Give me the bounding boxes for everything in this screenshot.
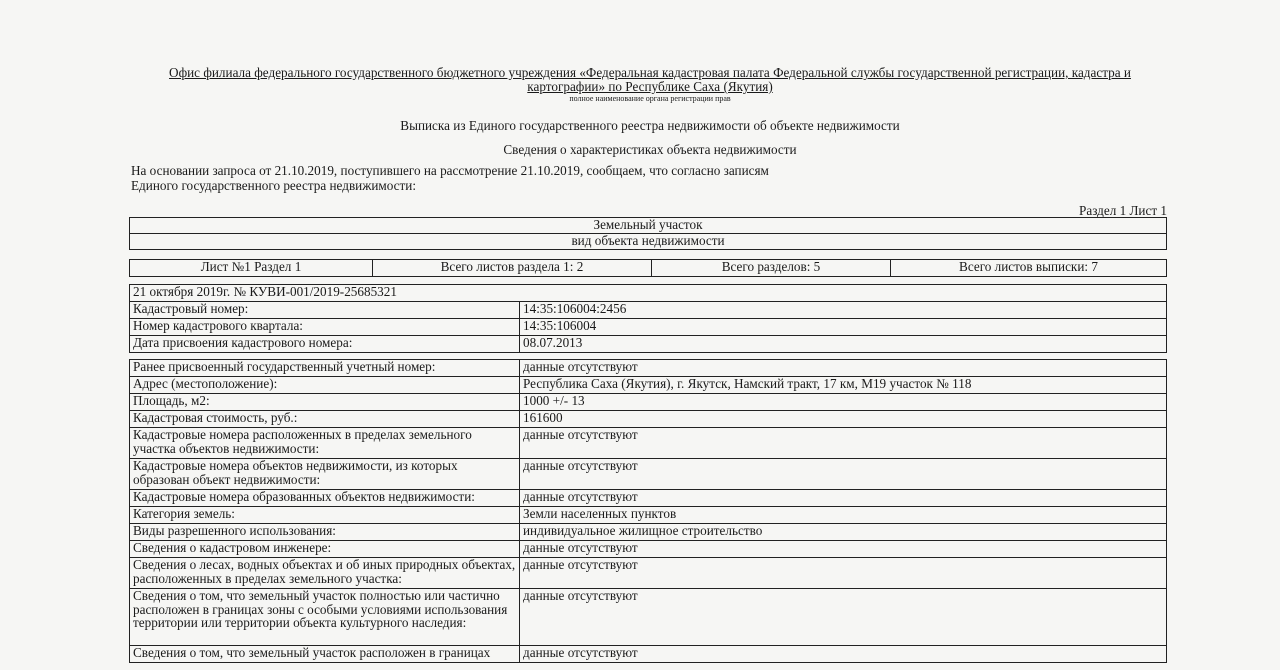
table-row [130,589,1167,646]
object-type: Земельный участок [130,218,1167,234]
table-row [130,336,1167,353]
row-value: данные отсутствуют [520,459,1167,490]
row-value: 161600 [520,411,1167,428]
row-value: данные отсутствуют [520,541,1167,558]
row-label: Кадастровая стоимость, руб.: [130,411,520,428]
extract-sheets-total: Всего листов выписки: 7 [891,260,1167,277]
section-reference: Раздел 1 Лист 1 [1079,203,1167,218]
row-label: Категория земель: [130,507,520,524]
table-row [130,459,1167,490]
table-row [130,490,1167,507]
row-label: Сведения о кадастровом инженере: [130,541,520,558]
row-label: Ранее присвоенный государственный учетный номер: [130,360,520,377]
row-value: данные отсутствуют [520,360,1167,377]
table-row [130,411,1167,428]
row-label: Сведения о том, что земельный участок расположен в границах [130,646,520,663]
row-value: Земли населенных пунктов [520,507,1167,524]
row-value: 1000 +/- 13 [520,394,1167,411]
row-value: данные отсутствуют [520,589,1167,646]
intro-line-2: Единого государственного реестра недвижимости: [131,178,416,193]
row-label: Сведения о лесах, водных объектах и об иных природных объектах, расположенных в пределах земельного участка: [130,558,520,589]
row-value: индивидуальное жилищное строительство [520,524,1167,541]
extract-id: 21 октября 2019г. № КУВИ-001/2019-25685321 [130,285,1167,302]
office-name: Офис филиала федерального государственного бюджетного учреждения «Федеральная кадастровая палата Федеральной службы государственной регистрации, кадастра и картографии» по Республике Саха (Якутия) [169,65,1131,94]
table-row [130,507,1167,524]
row-value: данные отсутствуют [520,646,1167,663]
row-value: данные отсутствуют [520,558,1167,589]
section-sheets-total: Всего листов раздела 1: 2 [373,260,652,277]
row-label: Номер кадастрового квартала: [130,319,520,336]
table-row [130,428,1167,459]
sections-total: Всего разделов: 5 [652,260,891,277]
row-value: данные отсутствуют [520,428,1167,459]
object-type-table [129,217,1167,250]
identification-table [129,284,1167,353]
characteristics-table [129,359,1167,663]
extract-title: Выписка из Единого государственного реестра недвижимости об объекте недвижимости [400,118,900,133]
row-value: данные отсутствуют [520,490,1167,507]
row-label: Виды разрешенного использования: [130,524,520,541]
row-label: Кадастровые номера расположенных в пределах земельного участка объектов недвижимости: [130,428,520,459]
sheets-table [129,259,1167,277]
row-value: 14:35:106004:2456 [520,302,1167,319]
row-value: 08.07.2013 [520,336,1167,353]
row-value: 14:35:106004 [520,319,1167,336]
table-row [130,524,1167,541]
row-label: Кадастровый номер: [130,302,520,319]
row-label: Кадастровые номера объектов недвижимости, из которых образован объект недвижимости: [130,459,520,490]
table-row [130,541,1167,558]
row-label: Кадастровые номера образованных объектов недвижимости: [130,490,520,507]
row-label: Дата присвоения кадастрового номера: [130,336,520,353]
row-value: Республика Саха (Якутия), г. Якутск, Намский тракт, 17 км, М19 участок № 118 [520,377,1167,394]
sheet-number: Лист №1 Раздел 1 [130,260,373,277]
office-caption: полное наименование органа регистрации прав [569,94,731,103]
table-row [130,646,1167,663]
table-row [130,394,1167,411]
table-row [130,319,1167,336]
row-label: Площадь, м2: [130,394,520,411]
row-label: Адрес (местоположение): [130,377,520,394]
table-row [130,377,1167,394]
object-type-caption: вид объекта недвижимости [130,234,1167,250]
intro-text [131,163,851,193]
extract-subtitle: Сведения о характеристиках объекта недвижимости [503,142,797,157]
table-row [130,302,1167,319]
row-label: Сведения о том, что земельный участок полностью или частично расположен в границах зоны с особыми условиями использования территории или территории объекта культурного наследия: [130,589,520,646]
intro-line-1: На основании запроса от 21.10.2019, поступившего на рассмотрение 21.10.2019, сообщаем, что согласно записям [131,163,769,178]
table-row [130,360,1167,377]
table-row [130,558,1167,589]
